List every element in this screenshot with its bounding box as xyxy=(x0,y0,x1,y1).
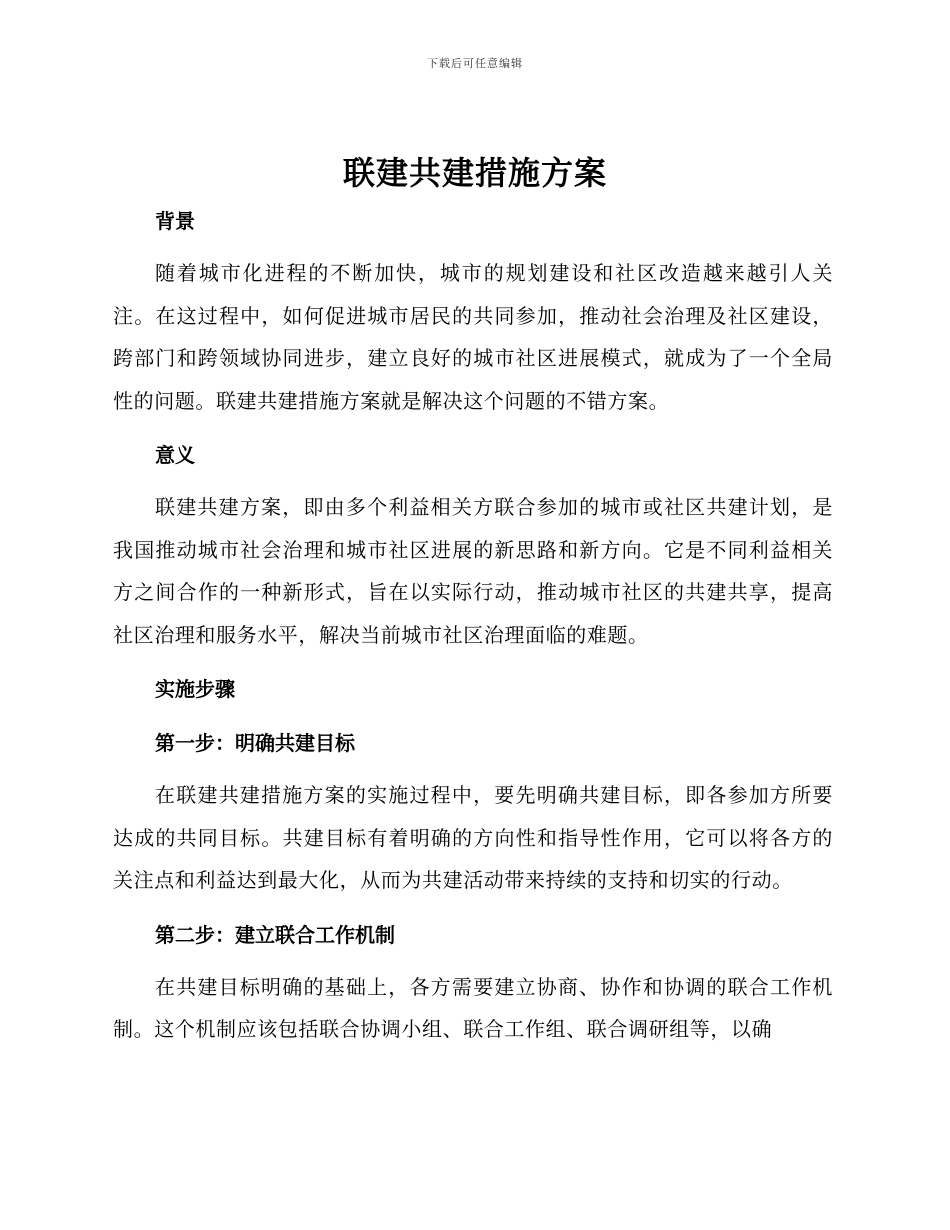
paragraph-step1: 在联建共建措施方案的实施过程中，要先明确共建目标，即各参加方所要达成的共同目标。共建目标有着明确的方向性和指导性作用，它可以将各方的关注点和利益达到最大化，从而为共建活动带来持续的支持和切实的行动。 xyxy=(113,783,833,892)
paragraph-background: 随着城市化进程的不断加快，城市的规划建设和社区改造越来越引人关注。在这过程中，如何促进城市居民的共同参加，推动社会治理及社区建设，跨部门和跨领域协同进步，建立良好的城市社区进展模式，就成为了一个全局性的问题。联建共建措施方案就是解决这个问题的不错方案。 xyxy=(113,261,833,413)
step1-heading: 第一步：明确共建目标 xyxy=(155,731,355,755)
step2-heading: 第二步：建立联合工作机制 xyxy=(155,922,395,947)
paragraph-step2: 在共建目标明确的基础上，各方需要建立协商、协作和协调的联合工作机制。这个机制应该包括联合协调小组、联合工作组、联合调研组等，以确 xyxy=(113,974,833,1041)
section-heading-steps: 实施步骤 xyxy=(155,677,235,701)
header-note: 下载后可任意编辑 xyxy=(427,57,523,70)
page-title: 联建共建措施方案 xyxy=(342,154,607,192)
section-heading-background: 背景 xyxy=(155,209,195,233)
section-heading-meaning: 意义 xyxy=(155,443,195,467)
document-body xyxy=(113,200,833,1051)
paragraph-meaning: 联建共建方案，即由多个利益相关方联合参加的城市或社区共建计划，是我国推动城市社会治理和城市社区进展的新思路和新方向。它是不同利益相关方之间合作的一种新形式，旨在以实际行动，推动城市社区的共建共享，提高社区治理和服务水平，解决当前城市社区治理面临的难题。 xyxy=(113,495,833,647)
